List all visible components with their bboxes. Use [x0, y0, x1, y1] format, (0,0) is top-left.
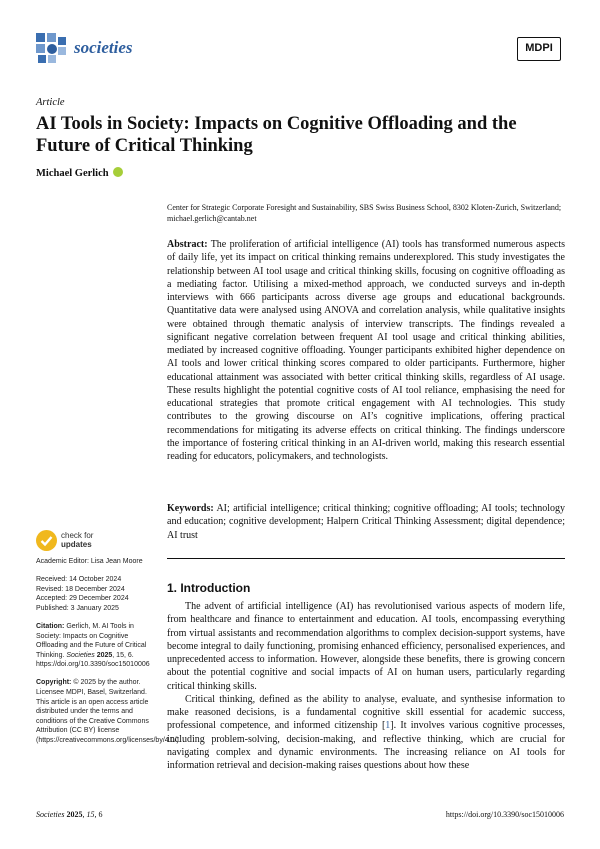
keywords-text: AI; artificial intelligence; critical thinking; cognitive offloading; AI tools; technology and education; cognitive development; Halpern Critical Thinking Assessment; digital dependence; AI trust — [167, 503, 565, 541]
footer-article-no: , 6 — [94, 810, 103, 819]
journal-logo-icon — [36, 33, 70, 68]
citation-block — [36, 622, 156, 670]
publisher-logo[interactable]: MDPI — [517, 37, 561, 61]
abstract-label: Abstract: — [167, 239, 208, 250]
check-updates-icon — [36, 530, 57, 551]
copyright-label: Copyright: — [36, 679, 72, 687]
journal-name[interactable]: societies — [74, 38, 133, 57]
introduction-body — [167, 600, 565, 772]
author-name — [36, 167, 123, 179]
article-type: Article — [36, 97, 65, 108]
accepted-date: Accepted: 29 December 2024 — [36, 595, 129, 603]
paragraph-text: Critical thinking, defined as the ability to analyse, evaluate, and synthesise information to make reasoned decisions, is a fundamental cognitive skill essential for academic success, professional competence, and informed citizenship [ — [167, 693, 565, 732]
academic-editor: Academic Editor: Lisa Jean Moore — [36, 558, 143, 565]
copyright-block — [36, 678, 181, 745]
badge-text — [61, 531, 93, 549]
section-heading: 1. Introduction — [167, 581, 251, 595]
citation-text: Gerlich, M. AI Tools in Society: Impacts on Cognitive Offloading and the Future of Critical Thinking. — [36, 622, 147, 659]
citation-link[interactable]: 1 — [385, 720, 391, 732]
footer-year: 2025 — [66, 810, 83, 819]
paragraph-text: ]. It involves various cognitive processes, including problem-solving, decision-making, and reflective thinking, which are crucial for navigating complex and dynamic environments. The increasing reliance on AI tools for information retrieval and decision-making raises questions about how these — [167, 720, 566, 771]
keywords-label: Keywords: — [167, 503, 214, 514]
abstract — [167, 238, 565, 463]
keywords — [167, 502, 565, 542]
paragraph: The advent of artificial intelligence (AI) has revolutionised various aspects of modern life, from healthcare and finance to entertainment and education. AI tools, encompassing everything from virtual assistants and recommendation algorithms to complex decision-support systems, have become integral to daily functioning, promising enhanced efficiency, personalised experiences, and unprecedented access to information. However, alongside these benefits, there is growing concern about the potential cognitive and social impacts of AI on human users, particularly regarding critical thinking skills. — [167, 601, 565, 692]
revised-date: Revised: 18 December 2024 — [36, 585, 125, 593]
received-date: Received: 14 October 2024 — [36, 576, 122, 584]
copyright-text: © 2025 by the author. Licensee MDPI, Basel, Switzerland. This article is an open access article distributed under the terms and conditions of the Creative Commons Attribution (CC BY) license (https://creativecommons.org/licenses/by/4.0/). — [36, 679, 181, 744]
badge-line-2: updates — [61, 540, 92, 549]
dates — [36, 575, 156, 613]
footer-journal: Societies — [36, 810, 65, 819]
citation-journal: Societies — [66, 651, 95, 659]
badge-line-1: check for — [61, 531, 94, 540]
published-date: Published: 3 January 2025 — [36, 604, 119, 612]
orcid-icon[interactable] — [113, 167, 123, 177]
footer-citation: Societies 2025, 15, 6 — [36, 810, 103, 819]
article-title: AI Tools in Society: Impacts on Cognitive Offloading and the Future of Critical Thinking — [36, 114, 517, 156]
citation-label: Citation: — [36, 622, 65, 630]
paragraph — [167, 693, 565, 773]
abstract-text: The proliferation of artificial intelligence (AI) tools has transformed numerous aspects of daily life, yet its impact on critical thinking remains underexplored. This study investigates the relationship between AI tool usage and critical thinking skills, focusing on cognitive offloading as a mediating factor. Utilising a mixed-method approach, we conducted surveys and in-depth interviews with 666 participants across diverse age groups and educational backgrounds. Quantitative data were analysed using ANOVA and correlation analysis, while qualitative insights were obtained through thematic analysis of interview transcripts. The findings revealed a significant negative correlation between frequent AI tool usage and critical thinking abilities, mediated by increased cognitive offloading. Younger participants exhibited higher dependence on AI tools and lower critical thinking scores compared to older participants. Furthermore, higher educational attainment was associated with better critical thinking skills, regardless of AI usage. These results highlight the potential cognitive costs of AI tool reliance, emphasising the need for educational strategies that promote critical engagement with AI technologies. This study contributes to the growing discourse on AI’s cognitive implications, offering practical recommendations for mitigating its adverse effects on critical thinking. The findings underscore the importance of fostering critical thinking in an AI-driven world, making this research essential reading for educators, policymakers, and technologists. — [167, 239, 565, 462]
sidebar-metadata — [36, 557, 181, 754]
author-name-text: Michael Gerlich — [36, 168, 109, 179]
check-for-updates-badge[interactable] — [36, 530, 156, 552]
citation-doi[interactable]: , 15, 6. https://doi.org/10.3390/soc15010006 — [36, 651, 150, 669]
footer-volume: 15 — [86, 810, 95, 819]
affiliation: Center for Strategic Corporate Foresight and Sustainability, SBS Swiss Business School, 8302 Kloten-Zurich, Switzerland; michael.gerlich@cantab.net — [167, 203, 562, 223]
footer-doi[interactable]: https://doi.org/10.3390/soc15010006 — [445, 810, 564, 819]
citation-year: 2025 — [96, 651, 113, 659]
section-divider — [167, 558, 565, 559]
